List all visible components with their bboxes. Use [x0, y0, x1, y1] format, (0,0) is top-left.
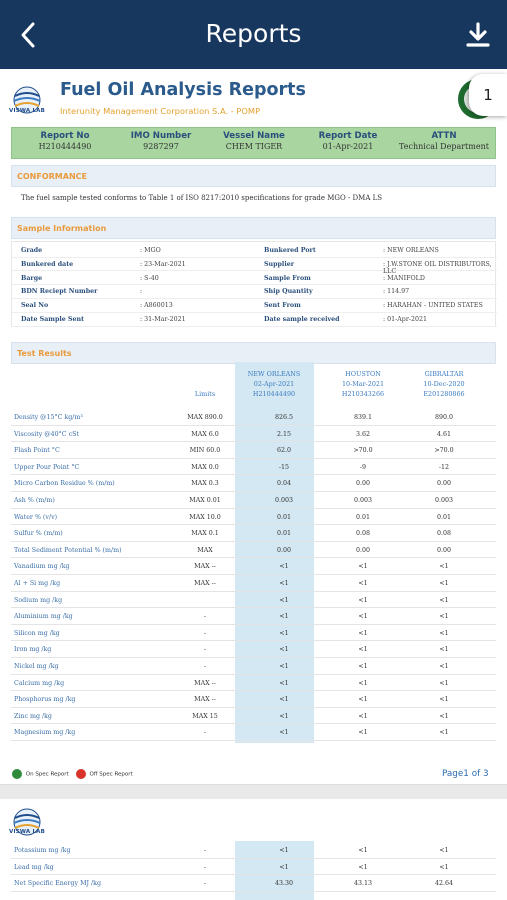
result-value: 0.003 [274, 497, 294, 504]
result-value: <1 [279, 712, 289, 720]
result-value: 839.1 [353, 414, 373, 421]
result-value: 0.01 [276, 513, 292, 521]
info-label: Seal No [21, 302, 49, 310]
parameter-name: Sodium mg /kg [14, 596, 63, 604]
result-value: 0.04 [276, 480, 292, 488]
result-value: 0.08 [355, 530, 371, 538]
limit-value: MIN 60.0 [189, 447, 221, 455]
info-value: : MANIFOLD [383, 274, 425, 282]
table-row [11, 509, 496, 526]
result-value: 0.01 [436, 513, 452, 521]
result-value: <1 [279, 663, 289, 670]
result-value: 0.01 [355, 513, 371, 521]
parameter-name: Density @15°C kg/m³ [14, 414, 83, 421]
table-row [11, 492, 496, 509]
limit-value: MAX -- [194, 580, 216, 587]
table-row [11, 625, 496, 642]
off-spec-icon [76, 769, 86, 779]
info-row [12, 313, 497, 327]
info-value: : MGO [140, 247, 161, 254]
result-value: <1 [439, 563, 449, 571]
limit-value: - [203, 663, 207, 670]
parameter-name: Silicon mg /kg [14, 629, 60, 637]
parameter-name: Zinc mg /kg [14, 712, 52, 720]
limit-value: MAX 0.0 [191, 463, 219, 471]
parameter-name: Vanadium mg /kg [14, 563, 70, 571]
info-value: : 31-Mar-2021 [140, 316, 186, 323]
info-row [12, 299, 497, 313]
table-row [11, 875, 496, 892]
result-value: <1 [358, 663, 368, 670]
parameter-name: Iron mg /kg [14, 646, 52, 654]
header-attn: ATTN Technical Department [399, 131, 489, 151]
limit-value: MAX [197, 546, 213, 554]
table-row [11, 409, 496, 426]
info-label: Sent From [264, 302, 301, 310]
limit-value: MAX -- [194, 679, 216, 687]
header-report-no: Report No H210444490 [38, 131, 92, 151]
limit-value: - [203, 847, 207, 854]
result-value: <1 [358, 613, 368, 621]
parameter-name: Viscosity @40°C cSt [14, 430, 79, 438]
result-value: <1 [279, 679, 289, 687]
limit-value: MAX 0.1 [191, 530, 219, 538]
result-value: <1 [439, 646, 449, 654]
result-value: 0.08 [436, 530, 452, 538]
result-value: <1 [439, 663, 449, 670]
report-page-2 [0, 799, 507, 900]
logo-text: VISWA LAB [9, 108, 46, 114]
test-results-heading: Test Results [11, 342, 496, 364]
result-value: <1 [279, 563, 289, 571]
parameter-name: Ash % (m/m) [14, 497, 55, 504]
result-value: <1 [279, 863, 289, 871]
result-value: 826.5 [274, 414, 294, 421]
parameter-name: Phosphorus mg /kg [14, 696, 76, 704]
result-value: <1 [439, 847, 449, 854]
column-header-3: GIBRALTAR 10-Dec-2020 E201280866 [423, 370, 465, 398]
viswa-lab-logo [9, 81, 46, 121]
table-row [11, 691, 496, 708]
limit-value: - [203, 629, 207, 637]
header-report-date: Report Date 01-Apr-2021 [318, 131, 378, 151]
info-label: Grade [21, 247, 43, 254]
table-row [11, 724, 496, 741]
info-label: Ship Quantity [264, 288, 313, 296]
table-row [11, 542, 496, 559]
result-value: <1 [439, 679, 449, 687]
limit-value: MAX -- [194, 696, 216, 704]
table-row [11, 859, 496, 876]
table-row [11, 459, 496, 476]
info-row [12, 272, 497, 286]
info-label: Bunkered date [21, 260, 74, 268]
limit-value: MAX -- [194, 563, 216, 571]
limit-value: MAX 6.0 [191, 430, 219, 438]
result-value: <1 [358, 580, 368, 587]
parameter-name: Potassium mg /kg [14, 847, 71, 854]
result-value: <1 [358, 563, 368, 571]
limit-value: MAX 15 [192, 712, 218, 720]
parameter-name: Al + Si mg /kg [14, 580, 61, 587]
info-row [12, 244, 497, 258]
table-row [11, 442, 496, 459]
limit-value: - [203, 863, 207, 871]
result-value: 0.00 [276, 546, 292, 554]
info-value: : 23-Mar-2021 [140, 260, 186, 268]
limit-value: - [203, 729, 207, 737]
info-label: Date sample received [264, 316, 340, 323]
result-value: <1 [358, 696, 368, 704]
result-value: 0.00 [355, 480, 371, 488]
result-value: 42.64 [434, 880, 454, 888]
page-title: Reports [205, 19, 302, 48]
result-value: 43.30 [274, 880, 294, 888]
result-value: <1 [358, 679, 368, 687]
table-row [11, 592, 496, 609]
info-label: Supplier [264, 260, 295, 268]
download-icon[interactable] [463, 20, 493, 50]
conformance-text: The fuel sample tested conforms to Table 1 of ISO 8217:2010 specifications for grade MGO - DMA LS [21, 194, 383, 202]
parameter-name: Magnesium mg /kg [14, 729, 76, 737]
info-value: : 01-Apr-2021 [383, 316, 428, 323]
result-value: 2.15 [276, 430, 292, 438]
parameter-name: Total Sediment Potential % (m/m) [14, 546, 122, 554]
result-value: 0.00 [436, 546, 452, 554]
header-imo-number: IMO Number 9287297 [130, 131, 192, 151]
result-value: <1 [279, 847, 289, 854]
info-row [12, 285, 497, 299]
table-row [11, 658, 496, 675]
page-count-badge[interactable]: 1 [469, 74, 507, 116]
table-row [11, 475, 496, 492]
info-row [12, 258, 497, 275]
app-bar [0, 0, 507, 69]
info-label: Date Sample Sent [21, 316, 84, 323]
table-row [11, 608, 496, 625]
report-title: Fuel Oil Analysis Reports [60, 80, 306, 100]
info-value: : A860013 [140, 302, 173, 310]
result-value: <1 [279, 646, 289, 654]
result-value: <1 [439, 596, 449, 604]
result-value: <1 [279, 629, 289, 637]
result-value: 62.0 [276, 447, 292, 455]
info-value: : J.W.STONE OIL DISTRIBUTORS, LLC [383, 260, 492, 275]
result-value: >70.0 [353, 447, 373, 455]
table-row [11, 558, 496, 575]
info-label: BDN Reciept Number [21, 288, 98, 296]
limit-value: MAX 0.01 [189, 497, 221, 504]
on-spec-label: On Spec Report [25, 771, 69, 778]
parameter-name: Calcium mg /kg [14, 679, 65, 687]
parameter-name: Lead mg /kg [14, 863, 54, 871]
result-value: <1 [358, 596, 368, 604]
result-value: 0.01 [276, 530, 292, 538]
table-row [11, 575, 496, 592]
page-number: Page1 of 3 [442, 769, 489, 779]
result-value: <1 [439, 629, 449, 637]
info-value: : [140, 288, 143, 296]
info-value: : NEW ORLEANS [383, 247, 439, 254]
result-value: <1 [439, 729, 449, 737]
result-value: <1 [439, 863, 449, 871]
result-value: 0.00 [355, 546, 371, 554]
result-value: <1 [279, 596, 289, 604]
parameter-name: Net Specific Energy MJ /kg [14, 880, 102, 888]
info-label: Sample From [264, 274, 311, 282]
table-row [11, 842, 496, 859]
parameter-name: Sulfur % (m/m) [14, 530, 63, 538]
result-value: 0.003 [353, 497, 373, 504]
result-value: >70.0 [434, 447, 454, 455]
result-value: <1 [279, 729, 289, 737]
info-value: : HARAHAN - UNITED STATES [383, 302, 483, 310]
limits-header: Limits [194, 390, 216, 398]
logo-text-2: VISWA LAB [9, 829, 46, 835]
sample-info-heading: Sample Information [11, 217, 496, 239]
limit-value: - [203, 880, 207, 888]
viswa-lab-logo-2 [9, 803, 46, 843]
report-header-strip [11, 127, 496, 159]
table-row [11, 525, 496, 542]
result-value: <1 [279, 696, 289, 704]
on-spec-icon [12, 769, 22, 779]
table-row [11, 708, 496, 725]
sample-info-table [11, 241, 496, 327]
parameter-name: Aluminium mg /kg [14, 613, 73, 621]
conformance-heading: CONFORMANCE [11, 165, 496, 187]
table-row [11, 641, 496, 658]
page-separator [0, 785, 507, 799]
limit-value: MAX 0.3 [191, 480, 219, 488]
info-label: Bunkered Port [264, 247, 316, 254]
result-value: <1 [358, 863, 368, 871]
result-value: <1 [358, 847, 368, 854]
result-value: <1 [439, 696, 449, 704]
table-row [11, 426, 496, 443]
result-value: <1 [358, 729, 368, 737]
column-header-2: HOUSTON 10-Mar-2021 H210343266 [341, 370, 385, 398]
header-vessel-name: Vessel Name CHEM TIGER [223, 131, 285, 151]
result-value: -12 [438, 463, 450, 471]
result-value: 0.00 [436, 480, 452, 488]
result-value: <1 [358, 629, 368, 637]
result-value: <1 [279, 613, 289, 621]
limit-value: - [203, 613, 207, 621]
result-value: 43.13 [353, 880, 373, 888]
limit-value: MAX 890.0 [187, 414, 223, 421]
info-value: : 114.97 [383, 288, 410, 296]
parameter-name: Water % (v/v) [14, 513, 58, 521]
limit-value: - [203, 646, 207, 654]
result-value: <1 [439, 712, 449, 720]
parameter-name: Micro Carbon Residue % (m/m) [14, 480, 115, 488]
spec-legend [12, 769, 133, 779]
parameter-name: Nickel mg /kg [14, 663, 59, 670]
table-row [11, 675, 496, 692]
result-value: -15 [278, 463, 290, 471]
report-page-1 [0, 69, 507, 785]
info-label: Barge [21, 274, 43, 282]
result-value: 0.003 [434, 497, 454, 504]
report-subtitle: Interunity Management Corporation S.A. - POMP [60, 106, 261, 116]
result-value: <1 [279, 580, 289, 587]
result-value: <1 [439, 580, 449, 587]
parameter-name: Flash Point °C [14, 447, 60, 455]
result-value: -9 [359, 463, 367, 471]
result-value: 890.0 [434, 414, 454, 421]
result-value: 3.62 [355, 430, 371, 438]
info-value: : S-40 [140, 274, 159, 282]
parameter-name: Upper Pour Point °C [14, 463, 80, 471]
result-value: 4.61 [436, 430, 452, 438]
result-value: <1 [358, 646, 368, 654]
off-spec-label: Off Spec Report [89, 771, 133, 778]
limit-value: MAX 10.0 [189, 513, 221, 521]
result-value: <1 [358, 712, 368, 720]
column-header-1: NEW ORLEANS 02-Apr-2021 H210444490 [247, 370, 301, 398]
result-value: <1 [439, 613, 449, 621]
